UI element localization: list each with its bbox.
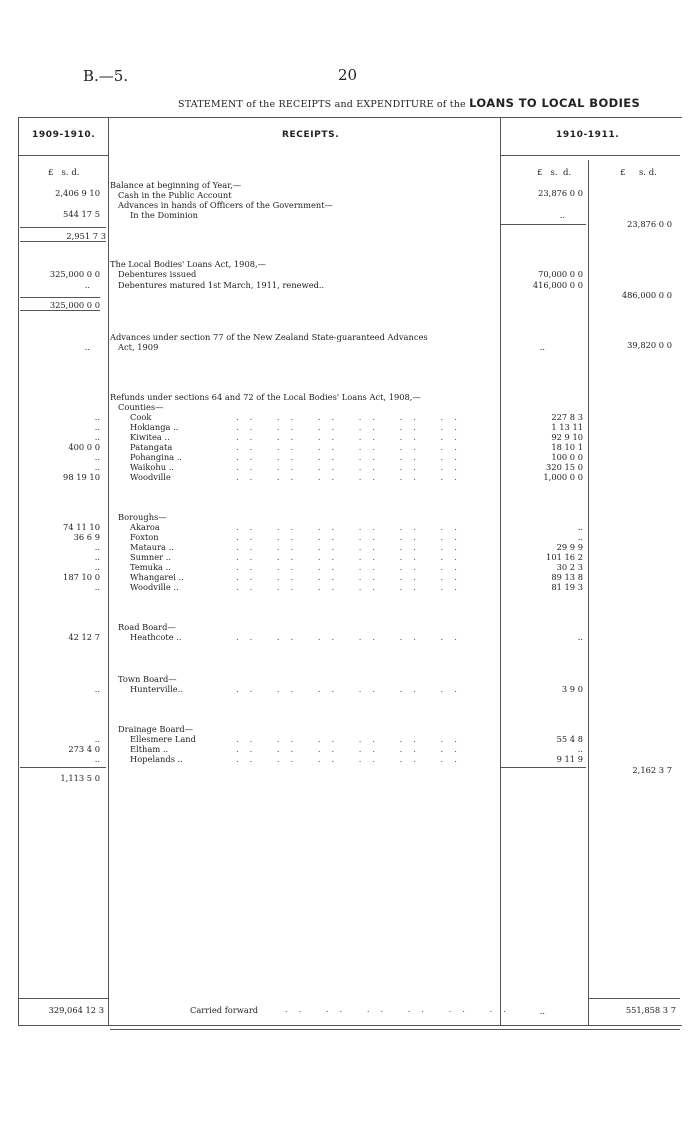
local-body-name: Mataura .. bbox=[130, 542, 174, 552]
prev-year-value: 187 10 0 bbox=[63, 572, 100, 582]
table-bottom-rule bbox=[18, 1025, 682, 1026]
local-body-name: Waikohu .. bbox=[130, 462, 175, 472]
advances-line1: Advances under section 77 of the New Zealand State-guaranteed Advances bbox=[110, 332, 428, 342]
cur-year-value: 55 4 8 bbox=[556, 734, 583, 744]
prev-year-value: .. bbox=[94, 422, 100, 432]
cur-year-value: 1,000 0 0 bbox=[543, 472, 583, 482]
table-row bbox=[0, 532, 700, 542]
cur-footer-rule bbox=[588, 998, 680, 999]
prev-year-value: 74 11 10 bbox=[63, 522, 100, 532]
cur-year-value: 81 19 3 bbox=[551, 582, 583, 592]
table-row bbox=[0, 552, 700, 562]
table-row bbox=[0, 522, 700, 532]
dot-leader: .. .. .. .. .. .. bbox=[236, 522, 468, 532]
prev-year-value: 42 12 7 bbox=[68, 632, 100, 642]
prev-year-value: .. bbox=[94, 582, 100, 592]
column-header-receipts: RECEIPTS. bbox=[282, 130, 340, 140]
cur-year-value: 101 16 2 bbox=[546, 552, 583, 562]
prev-act1908-total: 325,000 0 0 bbox=[20, 297, 100, 311]
table-row bbox=[0, 734, 700, 744]
advances-line2: Act, 1909 bbox=[118, 342, 159, 352]
drainage-board-heading: Drainage Board— bbox=[118, 724, 193, 734]
balance-dominion-label: In the Dominion bbox=[130, 210, 198, 220]
currency-header-right: £ s. d. bbox=[620, 168, 657, 178]
cur-advances-sub: .. bbox=[539, 342, 545, 352]
dot-leader: .. .. .. .. .. .. bbox=[236, 582, 468, 592]
refunds-heading: Refunds under sections 64 and 72 of the Local Bodies' Loans Act, 1908,— bbox=[110, 392, 421, 402]
local-body-name: Cook bbox=[130, 412, 152, 422]
dot-leader: .. .. .. .. .. .. bbox=[236, 734, 468, 744]
balance-heading: Balance at beginning of Year,— bbox=[110, 180, 242, 190]
cur-cash-value: 23,876 0 0 bbox=[538, 188, 583, 198]
local-body-name: Foxton bbox=[130, 532, 159, 542]
dot-leader: .. .. .. .. .. .. bbox=[236, 754, 468, 764]
debentures-renewed-label: Debentures matured 1st March, 1911, renewed.. bbox=[118, 280, 325, 290]
prev-year-value: .. bbox=[94, 684, 100, 694]
local-body-name: Ellesmere Land bbox=[130, 734, 196, 744]
prev-year-value: .. bbox=[94, 552, 100, 562]
prev-year-value: .. bbox=[94, 562, 100, 572]
cur-advances-total: 39,820 0 0 bbox=[627, 340, 672, 350]
prev-year-value: .. bbox=[94, 542, 100, 552]
prev-year-value: .. bbox=[94, 412, 100, 422]
prev-issued-value: 325,000 0 0 bbox=[49, 269, 100, 279]
local-body-name: Whangarei .. bbox=[130, 572, 184, 582]
table-bottom-rule-2 bbox=[110, 1029, 680, 1030]
cur-act1908-total: 486,000 0 0 bbox=[621, 290, 672, 300]
table-row bbox=[0, 684, 700, 694]
cur-year-value: 92 9 10 bbox=[551, 432, 583, 442]
table-row bbox=[0, 452, 700, 462]
carried-forward-leader: .. .. .. .. .. .. bbox=[285, 1004, 517, 1014]
cur-year-value: 100 0 0 bbox=[551, 452, 583, 462]
dot-leader: .. .. .. .. .. .. bbox=[236, 562, 468, 572]
cur-year-value: .. bbox=[577, 744, 583, 754]
cur-year-value: 30 2 3 bbox=[556, 562, 583, 572]
prev-footer-rule bbox=[18, 998, 108, 999]
local-body-name: Eltham .. bbox=[130, 744, 169, 754]
local-body-name: Hokianga .. bbox=[130, 422, 179, 432]
road-board-heading: Road Board— bbox=[118, 622, 176, 632]
currency-header-mid: £ s. d. bbox=[537, 168, 572, 178]
dot-leader: .. .. .. .. .. .. bbox=[236, 552, 468, 562]
local-body-name: Kiwitea .. bbox=[130, 432, 170, 442]
local-body-name: Woodville .. bbox=[130, 582, 179, 592]
cur-year-value: 9 11 9 bbox=[556, 754, 583, 764]
table-row bbox=[0, 744, 700, 754]
page-number: 20 bbox=[338, 66, 358, 84]
cur-balance-rule bbox=[500, 224, 586, 225]
dot-leader: .. .. .. .. .. .. bbox=[236, 472, 468, 482]
cur-year-value: .. bbox=[577, 532, 583, 542]
sub-total-divider bbox=[588, 160, 589, 1025]
table-row bbox=[0, 754, 700, 764]
dot-leader: .. .. .. .. .. .. bbox=[236, 744, 468, 754]
local-body-name: Woodville bbox=[130, 472, 171, 482]
dot-leader: .. .. .. .. .. .. bbox=[236, 542, 468, 552]
dot-leader: .. .. .. .. .. .. bbox=[236, 442, 468, 452]
column-header-1909: 1909-1910. bbox=[32, 130, 96, 140]
prev-year-value: .. bbox=[94, 432, 100, 442]
dot-leader: .. .. .. .. .. .. bbox=[236, 572, 468, 582]
currency-header-left: £ s. d. bbox=[48, 168, 80, 178]
local-body-name: Pohangina .. bbox=[130, 452, 183, 462]
document-reference: B.—5. bbox=[83, 67, 129, 85]
table-row bbox=[0, 472, 700, 482]
table-row bbox=[0, 412, 700, 422]
local-body-name: Sumner .. bbox=[130, 552, 172, 562]
cur-refunds-rule bbox=[500, 767, 586, 768]
dot-leader: .. .. .. .. .. .. bbox=[236, 632, 468, 642]
table-row bbox=[0, 542, 700, 552]
cur-dominion-value: .. bbox=[559, 210, 565, 220]
table-row bbox=[0, 632, 700, 642]
dot-leader: .. .. .. .. .. .. bbox=[236, 462, 468, 472]
balance-cash-label: Cash in the Public Account bbox=[118, 190, 232, 200]
table-row bbox=[0, 572, 700, 582]
cur-issued-value: 70,000 0 0 bbox=[538, 269, 583, 279]
local-body-name: Akaroa bbox=[130, 522, 160, 532]
column-header-1910: 1910-1911. bbox=[556, 130, 620, 140]
table-row bbox=[0, 462, 700, 472]
cur-year-value: 18 10 1 bbox=[551, 442, 583, 452]
cur-year-value: .. bbox=[577, 632, 583, 642]
prev-year-value: 273 4 0 bbox=[68, 744, 100, 754]
prev-year-value: .. bbox=[94, 452, 100, 462]
prev-dominion-value: 544 17 5 bbox=[63, 209, 100, 219]
cur-year-value: 3 9 0 bbox=[561, 684, 583, 694]
dot-leader: .. .. .. .. .. .. bbox=[236, 532, 468, 542]
dot-leader: .. .. .. .. .. .. bbox=[236, 452, 468, 462]
left-header-rule bbox=[18, 155, 108, 156]
right-header-rule bbox=[500, 155, 680, 156]
act1908-heading: The Local Bodies' Loans Act, 1908,— bbox=[110, 259, 266, 269]
prev-carried-forward: 329,064 12 3 bbox=[48, 1005, 104, 1015]
cur-renewed-value: 416,000 0 0 bbox=[532, 280, 583, 290]
local-body-name: Hopelands .. bbox=[130, 754, 183, 764]
title-emphasis: LOANS TO LOCAL BODIES bbox=[469, 96, 641, 110]
local-body-name: Patangata bbox=[130, 442, 173, 452]
table-row bbox=[0, 422, 700, 432]
local-body-name: Hunterville.. bbox=[130, 684, 183, 694]
cur-carried-sub: .. bbox=[539, 1006, 545, 1016]
prev-year-value: .. bbox=[94, 754, 100, 764]
cur-carried-forward: 551,858 3 7 bbox=[625, 1005, 676, 1015]
cur-refunds-total: 2,162 3 7 bbox=[632, 765, 672, 775]
prev-year-value: 98 19 10 bbox=[63, 472, 100, 482]
table-row bbox=[0, 582, 700, 592]
prev-year-value: .. bbox=[94, 734, 100, 744]
debentures-issued-label: Debentures issued bbox=[118, 269, 197, 279]
cur-year-value: 89 13 8 bbox=[551, 572, 583, 582]
table-row bbox=[0, 562, 700, 572]
dot-leader: .. .. .. .. .. .. bbox=[236, 412, 468, 422]
statement-title bbox=[178, 96, 640, 110]
prev-renewed-value: .. bbox=[84, 280, 90, 290]
cur-balance-total: 23,876 0 0 bbox=[627, 219, 672, 229]
counties-heading: Counties— bbox=[118, 402, 164, 412]
table-row bbox=[0, 442, 700, 452]
table-top-rule bbox=[18, 117, 682, 118]
cur-year-value: 227 8 3 bbox=[551, 412, 583, 422]
prev-cash-value: 2,406 9 10 bbox=[55, 188, 100, 198]
boroughs-heading: Boroughs— bbox=[118, 512, 167, 522]
title-prefix: STATEMENT of the RECEIPTS and EXPENDITURE of the bbox=[178, 99, 466, 110]
cur-year-value: .. bbox=[577, 522, 583, 532]
cur-year-value: 1 13 11 bbox=[551, 422, 583, 432]
prev-advances-value: .. bbox=[84, 342, 90, 352]
dot-leader: .. .. .. .. .. .. bbox=[236, 422, 468, 432]
prev-year-value: 400 0 0 bbox=[68, 442, 100, 452]
prev-refunds-rule bbox=[20, 767, 106, 768]
dot-leader: .. .. .. .. .. .. bbox=[236, 432, 468, 442]
carried-forward-label: Carried forward bbox=[190, 1005, 259, 1015]
prev-year-value: 36 6 9 bbox=[73, 532, 100, 542]
cur-year-value: 29 9 9 bbox=[556, 542, 583, 552]
table-row bbox=[0, 432, 700, 442]
balance-advances-label: Advances in hands of Officers of the Government— bbox=[118, 200, 333, 210]
prev-balance-total: 2,951 7 3 bbox=[20, 227, 106, 242]
prev-year-value: .. bbox=[94, 462, 100, 472]
local-body-name: Temuka .. bbox=[130, 562, 171, 572]
dot-leader: .. .. .. .. .. .. bbox=[236, 684, 468, 694]
local-body-name: Heathcote .. bbox=[130, 632, 182, 642]
town-board-heading: Town Board— bbox=[118, 674, 177, 684]
cur-year-value: 320 15 0 bbox=[546, 462, 583, 472]
prev-refunds-total: 1,113 5 0 bbox=[60, 773, 100, 783]
